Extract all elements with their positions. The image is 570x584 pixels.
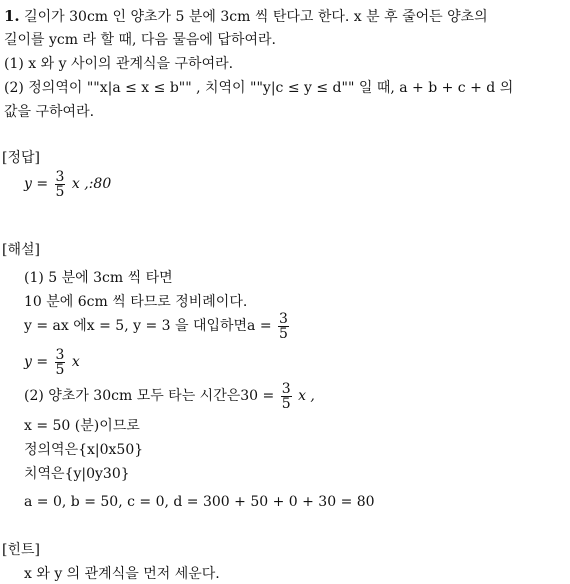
solution-l4-den: 5 (55, 361, 65, 378)
solution-line-7: 정의역은{x|0x50} (24, 442, 144, 458)
solution-l3-fraction (278, 312, 289, 341)
solution-line-5 (24, 380, 315, 412)
solution-line-3 (24, 310, 291, 342)
problem-number: 1. (4, 7, 20, 25)
solution-line-8: 치역은{y|0y30} (24, 466, 130, 482)
answer-frac-den: 5 (55, 183, 65, 200)
solution-line-6: x = 50 (분)이므로 (24, 418, 140, 434)
hint-header: [힌트] (2, 542, 40, 558)
solution-line-4 (24, 346, 80, 378)
question-2-cont: 값을 구하여라. (4, 104, 95, 120)
solution-l4-lhs: y = (24, 354, 49, 370)
answer-lhs: y = (24, 176, 49, 192)
problem-line-1 (4, 6, 488, 27)
solution-l3-num: 3 (279, 310, 288, 327)
solution-l5-den: 5 (281, 395, 291, 412)
answer-fraction (55, 170, 66, 199)
solution-l5-rhs: x , (298, 388, 315, 404)
solution-header: [해설] (2, 242, 40, 258)
solution-l5-num: 3 (281, 380, 291, 397)
solution-l5-fraction (281, 382, 292, 411)
answer-frac-num: 3 (55, 168, 65, 185)
solution-l4-num: 3 (55, 346, 65, 363)
hint-text: x 와 y 의 관계식을 먼저 세운다. (24, 566, 220, 582)
solution-l5-text: (2) 양초가 30cm 모두 타는 시간은30 = (24, 388, 275, 404)
solution-line-9: a = 0, b = 50, c = 0, d = 300 + 50 + 0 + 30 = 80 (24, 494, 375, 510)
solution-l4-fraction (55, 348, 66, 377)
problem-text-1: 길이가 30cm 인 양초가 5 분에 3cm 씩 탄다고 한다. x 분 후 줄어든 양초의 (24, 9, 488, 25)
answer-header: [정답] (2, 150, 40, 166)
answer-formula (24, 168, 111, 200)
solution-l3-text: y = ax 에x = 5, y = 3 을 대입하면a = (24, 318, 272, 334)
problem-line-2: 길이를 ycm 라 할 때, 다음 물음에 답하여라. (4, 32, 276, 48)
answer-rhs: x ,:80 (71, 176, 112, 192)
question-2: (2) 정의역이 ""x|a ≤ x ≤ b"" , 치역이 ""y|c ≤ y ≤ d"" 일 때, a + b + c + d 의 (4, 80, 514, 96)
solution-l3-den: 5 (279, 325, 288, 342)
solution-l4-rhs: x (71, 354, 80, 370)
solution-line-2: 10 분에 6cm 씩 타므로 정비례이다. (24, 294, 248, 310)
question-1: (1) x 와 y 사이의 관계식을 구하여라. (4, 56, 234, 72)
solution-line-1: (1) 5 분에 3cm 씩 타면 (24, 270, 173, 286)
